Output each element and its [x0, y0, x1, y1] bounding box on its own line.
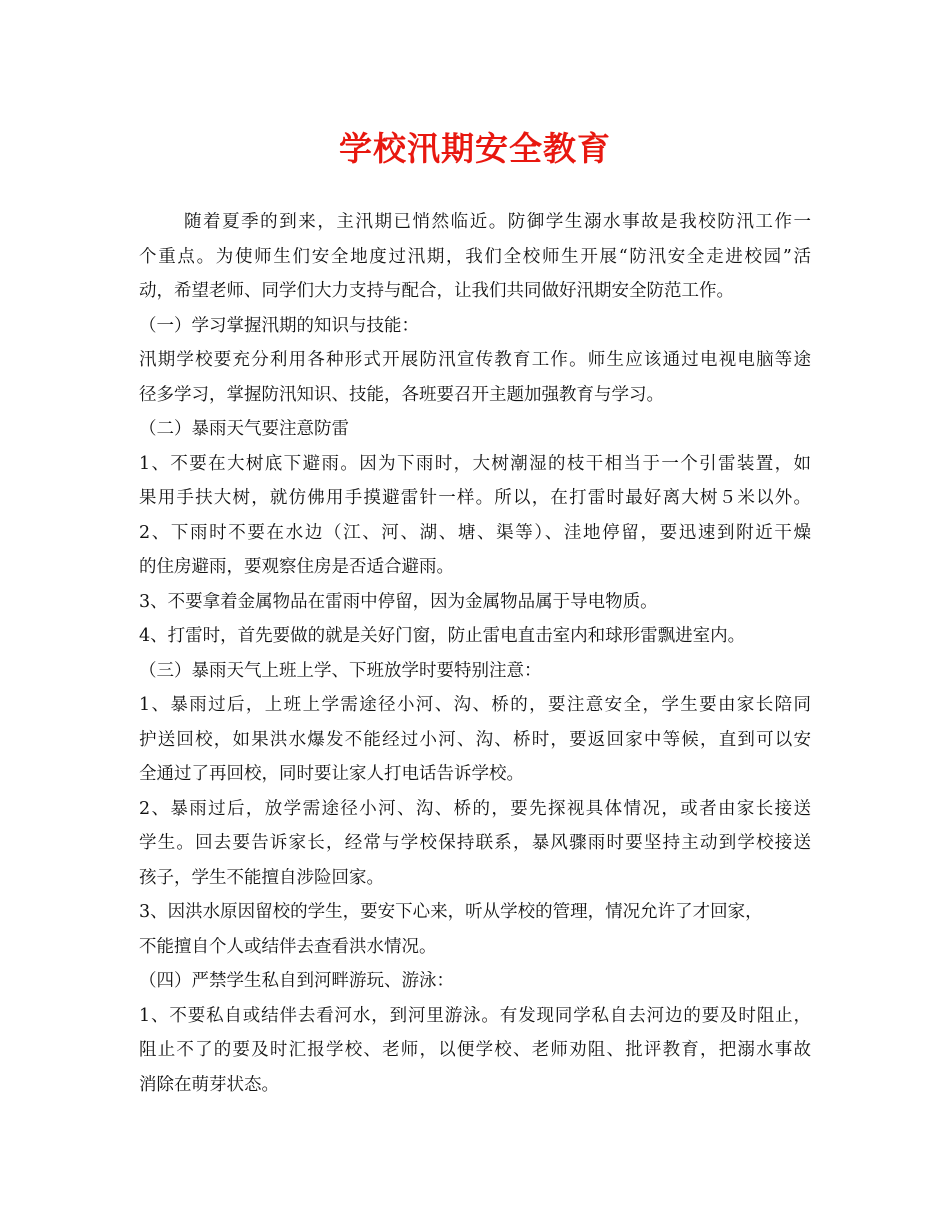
list-item-line: 2、下雨时不要在水边（江、河、湖、塘、渠等）、洼地停留，要迅速到附近干燥	[139, 522, 811, 543]
section-heading: （一）学习掌握汛期的知识与技能：	[139, 315, 419, 336]
list-item-line: 1、不要私自或结伴去看河水，到河里游泳。有发现同学私自去河边的要及时阻止，	[139, 1005, 811, 1026]
list-item-line: 3、因洪水原因留校的学生，要安下心来，听从学校的管理，情况允许了才回家，	[139, 902, 763, 922]
list-item-line: 学生。回去要告诉家长，经常与学校保持联系，暴风骤雨时要坚持主动到学校接送	[139, 833, 811, 853]
list-item-line: 3、不要拿着金属物品在雷雨中停留，因为金属物品属于导电物质。	[139, 591, 658, 612]
list-item-line: 护送回校，如果洪水爆发不能经过小河、沟、桥时，要返回家中等候，直到可以安	[139, 729, 811, 750]
paragraph-line: 径多学习，掌握防汛知识、技能，各班要召开主题加强教育与学习。	[139, 384, 664, 405]
section-heading: （三）暴雨天气上班上学、下班放学时要特别注意：	[139, 660, 542, 681]
paragraph-line: 随着夏季的到来，主汛期已悄然临近。防御学生溺水事故是我校防汛工作一	[184, 212, 811, 232]
section-heading: （四）严禁学生私自到河畔游玩、游泳：	[139, 971, 454, 991]
paragraph-line: 汛期学校要充分利用各种形式开展防汛宣传教育工作。师生应该通过电视电脑等途	[139, 350, 811, 370]
document-body	[139, 205, 811, 1102]
list-item-line: 果用手扶大树，就仿佛用手摸避雷针一样。所以，在打雷时最好离大树５米以外。	[139, 488, 811, 508]
paragraph-line: 个重点。为使师生们安全地度过汛期，我们全校师生开展“防汛安全走进校园”活	[139, 246, 811, 267]
list-item-line: 4、打雷时，首先要做的就是关好门窗，防止雷电直击室内和球形雷飘进室内。	[139, 626, 746, 646]
list-item-line: 不能擅自个人或结伴去查看洪水情况。	[139, 936, 437, 957]
list-item-line: 2、暴雨过后，放学需途径小河、沟、桥的，要先探视具体情况，或者由家长接送	[139, 798, 811, 819]
list-item-line: 消除在萌芽状态。	[139, 1074, 279, 1095]
list-item-line: 阻止不了的要及时汇报学校、老师，以便学校、老师劝阻、批评教育，把溺水事故	[139, 1040, 811, 1060]
paragraph-line: 动，希望老师、同学们大力支持与配合，让我们共同做好汛期安全防范工作。	[139, 281, 734, 301]
list-item-line: 1、不要在大树底下避雨。因为下雨时，大树潮湿的枝干相当于一个引雷装置，如	[139, 453, 811, 474]
list-item-line: 1、暴雨过后，上班上学需途径小河、沟、桥的，要注意安全，学生要由家长陪同	[139, 695, 811, 715]
document-title: 学校汛期安全教育	[339, 129, 611, 168]
section-heading: （二）暴雨天气要注意防雷	[139, 419, 349, 439]
list-item-line: 全通过了再回校，同时要让家人打电话告诉学校。	[139, 764, 524, 784]
list-item-line: 的住房避雨，要观察住房是否适合避雨。	[139, 557, 454, 577]
list-item-line: 孩子，学生不能擅自涉险回家。	[139, 867, 384, 888]
